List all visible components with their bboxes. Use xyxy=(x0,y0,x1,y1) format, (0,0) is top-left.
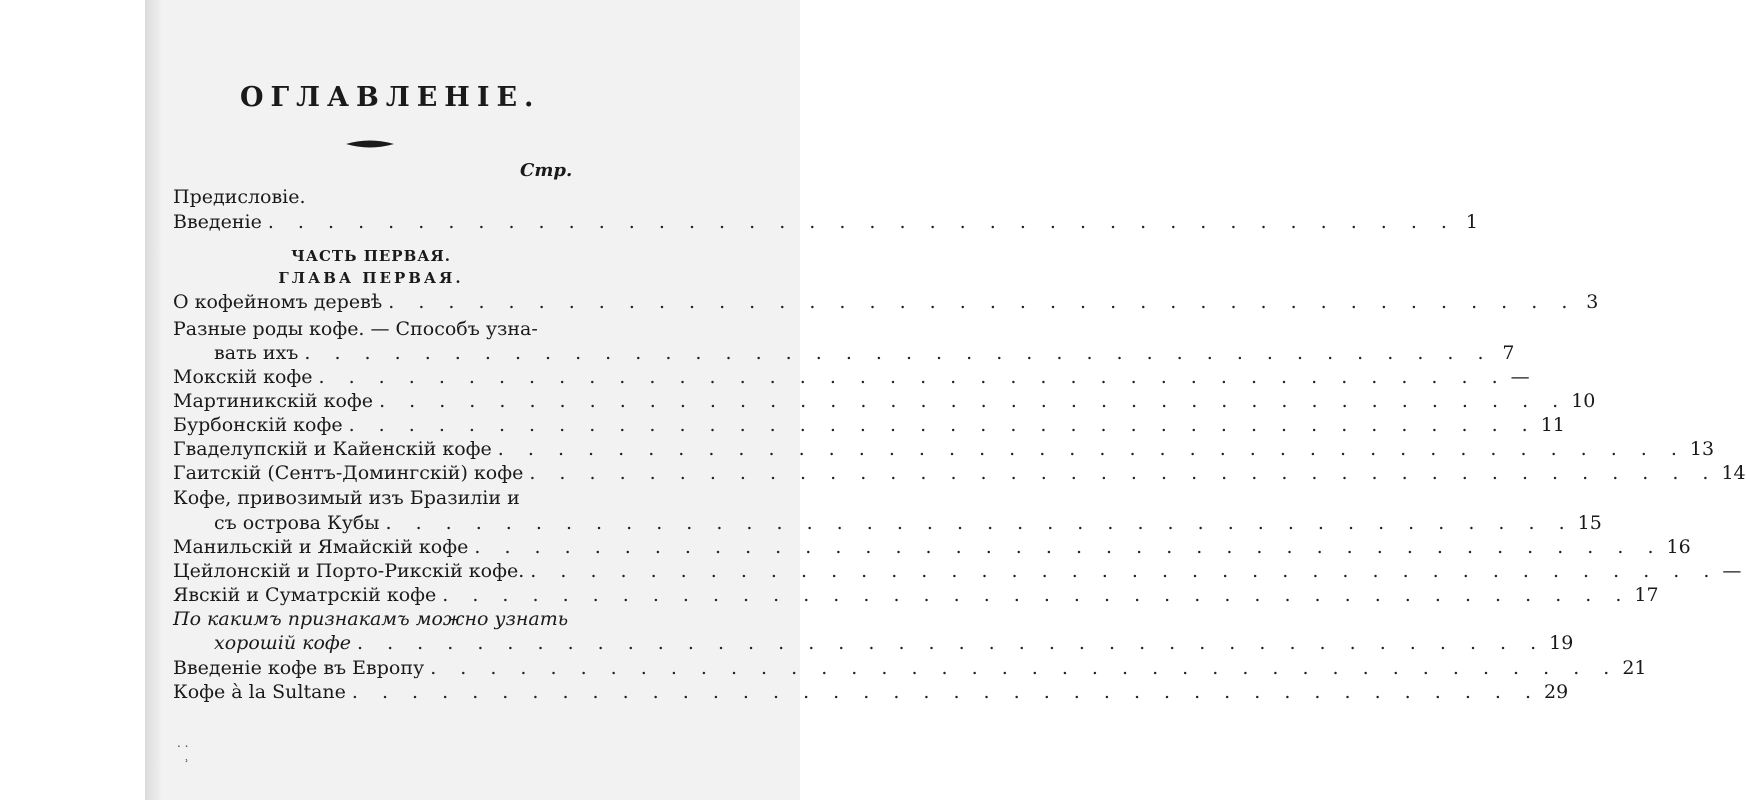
toc-entry xyxy=(173,680,1569,704)
toc-entry xyxy=(173,607,569,631)
entry-page: 14 xyxy=(1721,462,1746,484)
dot-leader: . . . . . . . . . . . . . . . . . . . . . . . . . . . . . . . . . . . . . . . . xyxy=(304,342,1493,364)
entry-page: 3 xyxy=(1586,291,1599,313)
chapter-heading: ГЛАВА ПЕРВАЯ. xyxy=(278,269,464,287)
entry-page: — xyxy=(1722,560,1742,582)
entry-title: Предисловіе. xyxy=(173,186,306,208)
entry-page: — xyxy=(1510,366,1530,388)
entry-title: Мокскій кофе xyxy=(173,366,313,388)
toc-entry xyxy=(173,461,1746,485)
toc-entry xyxy=(173,185,569,209)
toc-entry xyxy=(173,317,569,341)
toc-entry xyxy=(173,559,1742,583)
print-speck: ʾ xyxy=(185,757,189,771)
ornament-rule-icon xyxy=(346,137,394,151)
entry-title: вать ихъ xyxy=(214,342,299,364)
entry-title: Гваделупскій и Кайенскій кофе xyxy=(173,438,492,460)
print-speck: . . xyxy=(177,736,189,750)
entry-title: Бурбонскій кофе xyxy=(173,414,343,436)
entry-page: 7 xyxy=(1502,342,1515,364)
dot-leader: . . . . . . . . . . . . . . . . . . . . . . . . . . . . . . . . . . . . . . . . xyxy=(530,560,1719,582)
entry-title: Манильскій и Ямайскій кофе xyxy=(173,536,469,558)
toc-entry xyxy=(173,290,1599,314)
entry-page: 21 xyxy=(1622,657,1647,679)
entry-title: Явскій и Суматрскій кофе xyxy=(173,584,437,606)
dot-leader: . . . . . . . . . . . . . . . . . . . . . . . . . . . . . . . . . . . . . . . . xyxy=(474,536,1663,558)
toc-entry-continuation xyxy=(214,631,1574,655)
entry-title: Цейлонскій и Порто-Рикскій кофе. xyxy=(173,560,525,582)
dot-leader: . . . . . . . . . . . . . . . . . . . . . . . . . . . . . . . . . . . . . . . . xyxy=(267,211,1456,233)
entry-page: 29 xyxy=(1544,681,1569,703)
dot-leader: . . . . . . . . . . . . . . . . . . . . . . . . . . . . . . . . . . . . . . . . xyxy=(388,291,1577,313)
entry-title: Введеніе xyxy=(173,211,262,233)
margin-background xyxy=(0,0,145,800)
entry-title: Кофе à la Sultane xyxy=(173,681,346,703)
dot-leader: . . . . . . . . . . . . . . . . . . . . . . . . . . . . . . . . . . . . . . . . xyxy=(379,390,1568,412)
page-column-label: Стр. xyxy=(520,160,573,181)
toc-entry xyxy=(173,656,1647,680)
toc-entry xyxy=(173,389,1596,413)
entry-page: 13 xyxy=(1689,438,1715,460)
dot-leader: . . . . . . . . . . . . . . . . . . . . . . . . . . . . . . . . . . . . . . . . xyxy=(318,366,1507,388)
entry-title: Введеніе кофе въ Европу xyxy=(173,657,425,679)
toc-entry-continuation xyxy=(214,511,1602,535)
entry-page: 1 xyxy=(1465,211,1478,233)
toc-entry-continuation xyxy=(214,341,1515,365)
entry-title: съ острова Кубы xyxy=(214,512,380,534)
entry-page: 17 xyxy=(1634,584,1659,606)
entry-title: хорошій кофе xyxy=(214,632,352,654)
toc-entry xyxy=(173,365,1530,389)
entry-page: 11 xyxy=(1540,414,1565,436)
page-title: ОГЛАВЛЕНІЕ. xyxy=(240,82,541,113)
dot-leader: . . . . . . . . . . . . . . . . . . . . . . . . . . . . . . . . . . . . . . . . xyxy=(351,681,1541,703)
entry-page: 15 xyxy=(1577,512,1602,534)
entry-title: По какимъ признакамъ можно узнать xyxy=(173,608,569,630)
dot-leader: . . . . . . . . . . . . . . . . . . . . . . . . . . . . . . . . . . . . . . . . xyxy=(385,512,1574,534)
toc-entry xyxy=(173,437,1715,461)
entry-title: О кофейномъ деревѣ xyxy=(173,291,383,313)
toc-entry xyxy=(173,535,1691,559)
page-gutter-shadow xyxy=(145,0,163,800)
entry-title: Кофе, привозимый изъ Бразиліи и xyxy=(173,487,520,509)
part-heading: ЧАСТЬ ПЕРВАЯ. xyxy=(291,247,451,265)
entry-page: 16 xyxy=(1666,536,1691,558)
entry-page: 19 xyxy=(1549,632,1574,654)
dot-leader: . . . . . . . . . . . . . . . . . . . . . . . . . . . . . . . . . . . . . . . . xyxy=(442,584,1631,606)
dot-leader: . . . . . . . . . . . . . . . . . . . . . . . . . . . . . . . . . . . . . . . . xyxy=(348,414,1537,436)
entry-title: Разные роды кофе. — Способъ узна- xyxy=(173,318,538,340)
entry-title: Гаитскій (Сентъ-Домингскій) кофе xyxy=(173,462,524,484)
toc-entry xyxy=(173,486,569,510)
dot-leader: . . . . . . . . . . . . . . . . . . . . . . . . . . . . . . . . . . . . . . . . xyxy=(529,462,1718,484)
toc-entry xyxy=(173,210,1478,234)
dot-leader: . . . . . . . . . . . . . . . . . . . . . . . . . . . . . . . . . . . . . . . . xyxy=(357,632,1546,654)
entry-page: 10 xyxy=(1571,390,1596,412)
toc-entry xyxy=(173,583,1659,607)
entry-title: Мартиникскій кофе xyxy=(173,390,374,412)
dot-leader: . . . . . . . . . . . . . . . . . . . . . . . . . . . . . . . . . . . . . . . . xyxy=(430,657,1619,679)
toc-entry xyxy=(173,413,1565,437)
dot-leader: . . . . . . . . . . . . . . . . . . . . . . . . . . . . . . . . . . . . . . . . xyxy=(497,438,1686,460)
